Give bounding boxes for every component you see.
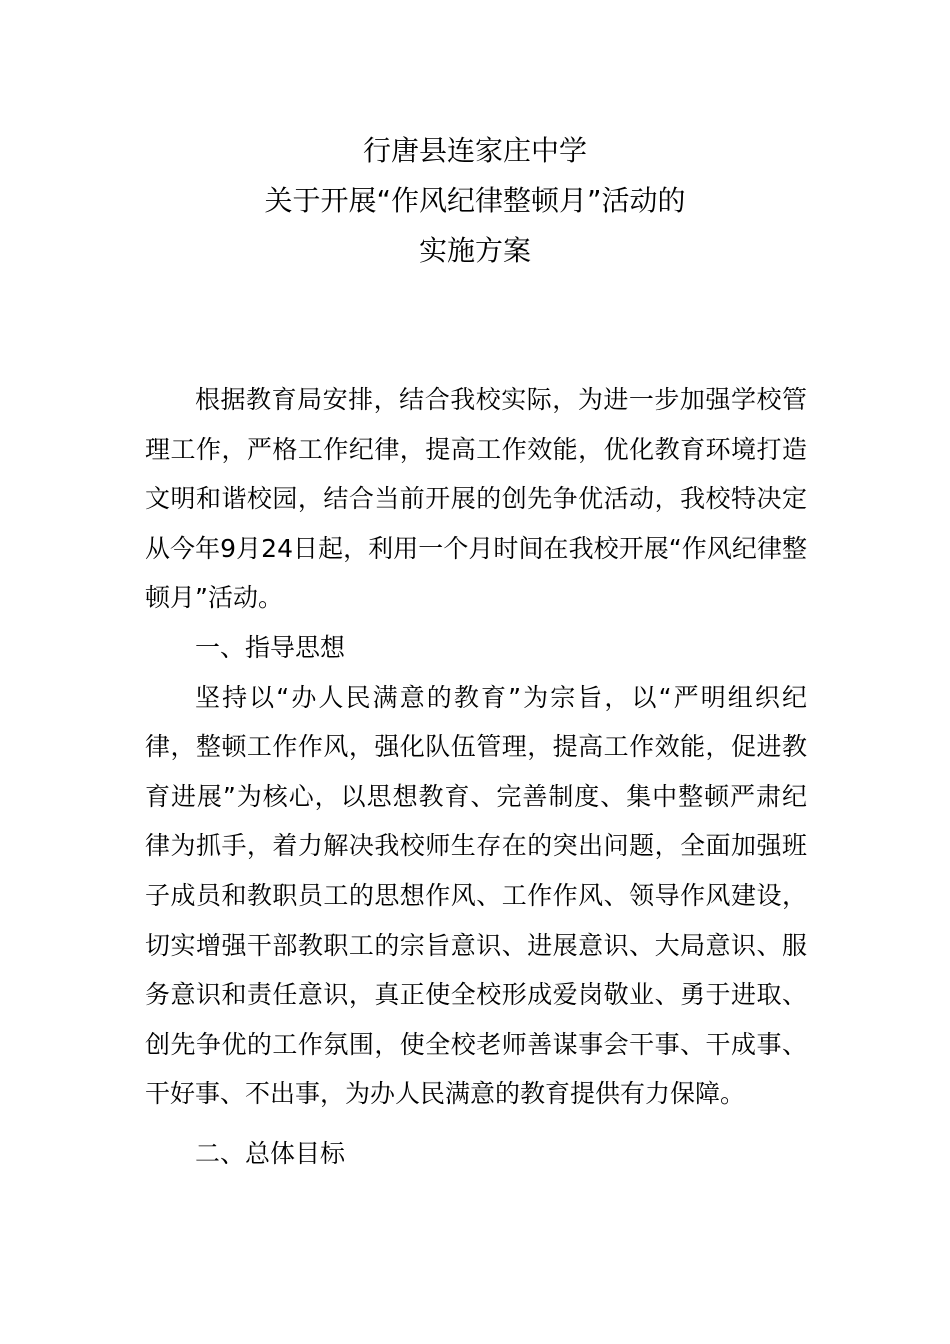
section-heading-guiding-ideology: 一、指导思想 (195, 632, 346, 662)
title-activity: 关于开展“作风纪律整顿月”活动的 (264, 184, 686, 217)
title-plan: 实施方案 (418, 234, 531, 267)
section-heading-overall-goal: 二、总体目标 (195, 1138, 346, 1168)
document-body (145, 375, 807, 1179)
document-title (0, 126, 950, 276)
intro-paragraph: 根据教育局安排，结合我校实际，为进一步加强学校管理工作，严格工作纪律，提高工作效能，优化教育环境打造文明和谐校园，结合当前开展的创先争优活动，我校特决定从今年9月24日起，利用一个月时间在我校开展“作风纪律整顿月”活动。 (145, 385, 807, 613)
guiding-ideology-paragraph: 坚持以“办人民满意的教育”为宗旨，以“严明组织纪律，整顿工作作风，强化队伍管理，提高工作效能，促进教育进展”为核心，以思想教育、完善制度、集中整顿严肃纪律为抓手，着力解决我校师生存在的突出问题，全面加强班子成员和教职员工的思想作风、工作作风、领导作风建设，切实增强干部教职工的宗旨意识、进展意识、大局意识、服务意识和责任意识，真正使全校形成爱岗敬业、勇于进取、创先争优的工作氛围，使全校老师善谋事会干事、干成事、干好事、不出事，为办人民满意的教育提供有力保障。 (145, 682, 807, 1109)
title-school-name: 行唐县连家庄中学 (362, 134, 587, 167)
